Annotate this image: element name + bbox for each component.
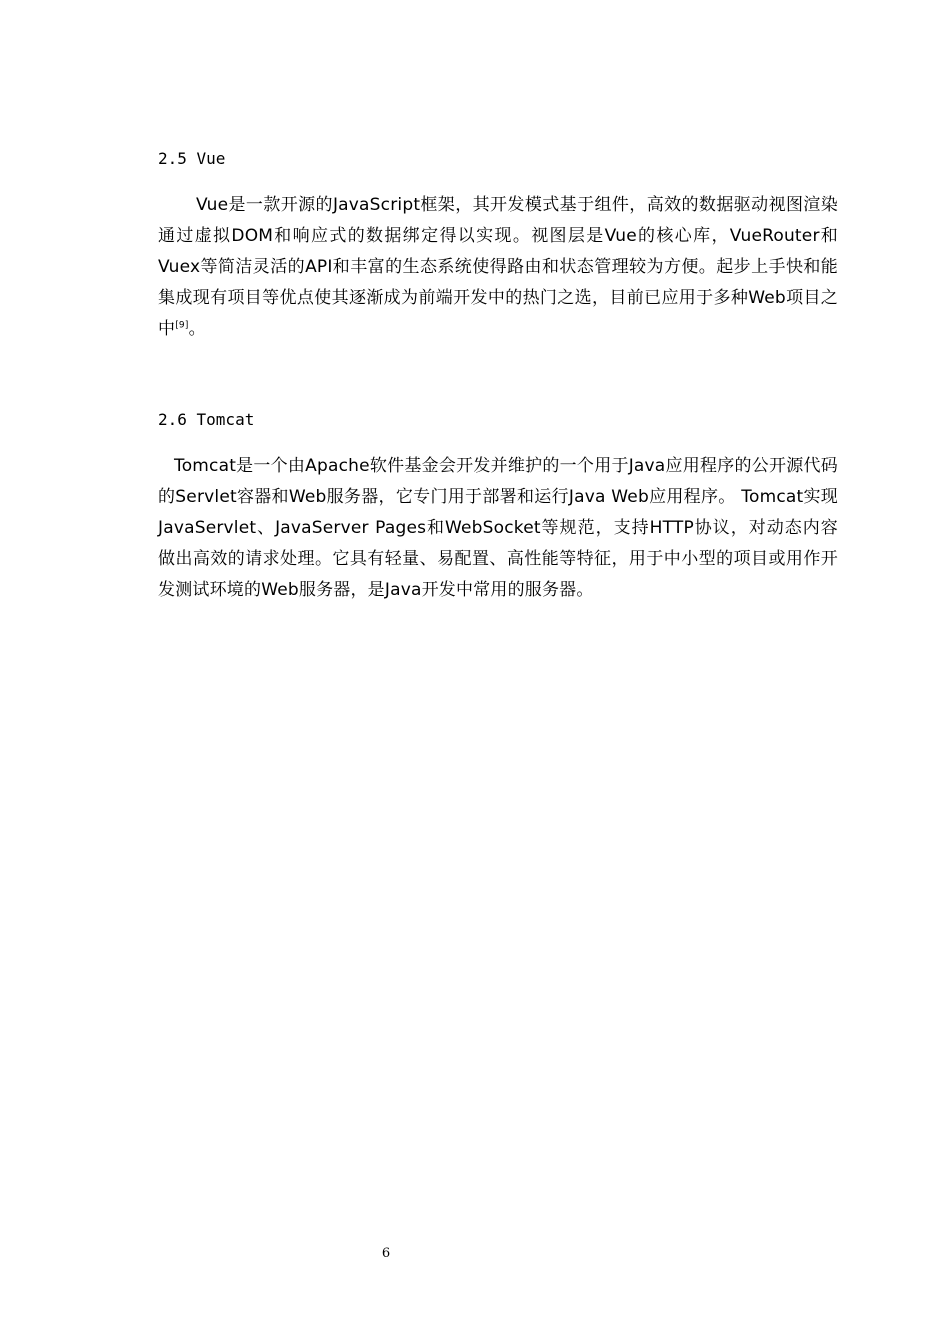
section-heading-vue: 2.5 Vue	[158, 149, 226, 168]
paragraph-vue-end: 。	[188, 319, 206, 339]
page-number: 6	[381, 1246, 391, 1261]
citation-marker: [9]	[175, 320, 189, 331]
section-heading-tomcat: 2.6 Tomcat	[158, 410, 255, 429]
paragraph-tomcat: Tomcat是一个由Apache软件基金会开发并维护的一个用于Java应用程序的公开源代码的Servlet容器和Web服务器，它专门用于部署和运行Java Web应用程序。 Tomcat实现JavaServlet、JavaServer Pages和WebSocket等规范，支持HTTP协议，对动态内容做出高效的请求处理。它具有轻量、易配置、高性能等特征，用于中小型的项目或用作开发测试环境的Web服务器，是Java开发中常用的服务器。	[158, 456, 838, 600]
paragraph-vue	[158, 190, 838, 345]
paragraph-vue-text: Vue是一款开源的JavaScript框架，其开发模式基于组件，高效的数据驱动视图渲染通过虚拟DOM和响应式的数据绑定得以实现。视图层是Vue的核心库，VueRouter和Vuex等简洁灵活的API和丰富的生态系统使得路由和状态管理较为方便。起步上手快和能集成现有项目等优点使其逐渐成为前端开发中的热门之选，目前已应用于多种Web项目之中	[158, 195, 838, 339]
